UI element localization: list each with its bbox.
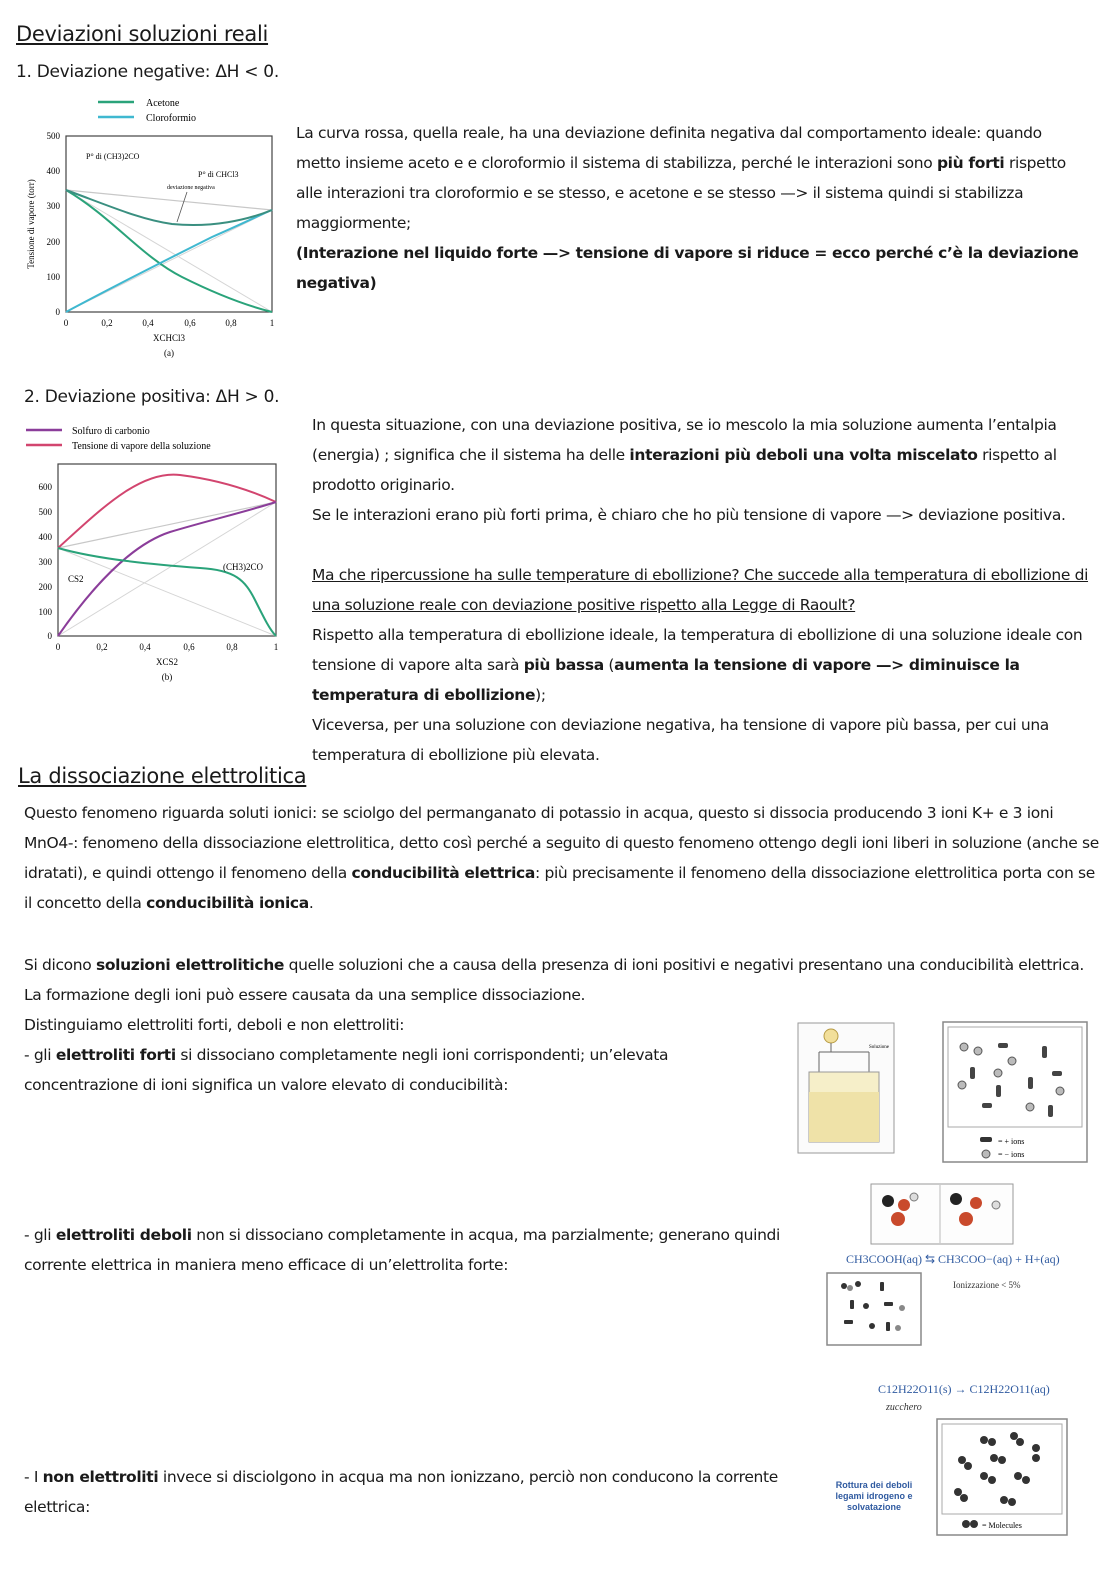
legend-cs2: Solfuro di carbonio bbox=[72, 426, 150, 437]
paragraph-weak-electrolytes: - gli elettroliti deboli non si dissociano completamente in acqua, ma parzialmente; generano quindi corrente elettrica in maniera meno efficace di un’elettrolita forte: bbox=[24, 1226, 781, 1274]
y-tick: 0 bbox=[47, 631, 52, 641]
heading-negative-deviation: 1. Deviazione negative: ΔH < 0. bbox=[16, 62, 279, 82]
y-tick: 300 bbox=[46, 201, 60, 211]
ionization-label: Ionizzazione < 5% bbox=[953, 1280, 1021, 1290]
y-tick: 400 bbox=[38, 532, 52, 542]
section-title-dissociazione: La dissociazione elettrolitica bbox=[18, 764, 307, 788]
x-tick: 0,4 bbox=[142, 318, 154, 328]
annotation: deviazione negativa bbox=[167, 185, 215, 191]
bulb-icon bbox=[824, 1029, 838, 1043]
label-chloroform-pure: P° di CHCl3 bbox=[198, 170, 239, 179]
paragraph-non-electrolytes: - I non elettroliti invece si disciolgono in acqua ma non ionizzano, perciò non conducono la corrente elettrica: bbox=[24, 1468, 778, 1516]
x-tick: 0,8 bbox=[226, 642, 238, 652]
weak-ions-diagram bbox=[826, 1272, 922, 1346]
legend-plus-ions: = + ions bbox=[998, 1137, 1025, 1146]
question-boiling: Ma che ripercussione ha sulle temperature di ebollizione? Che succede alla temperatura di ebollizione di una soluzione reale con deviazione positive rispetto alla Legge di Raoult? bbox=[312, 566, 1089, 614]
y-tick: 300 bbox=[38, 557, 52, 567]
chart-negative-deviation bbox=[22, 92, 284, 364]
strong-ions-diagram bbox=[942, 1021, 1088, 1163]
x-tick: 0 bbox=[63, 318, 69, 328]
legend-molecules: = Molecules bbox=[982, 1521, 1022, 1530]
sugar-label: zucchero bbox=[886, 1402, 922, 1413]
ideal-acetone-line bbox=[66, 190, 272, 312]
y-tick: 500 bbox=[46, 131, 60, 141]
legend-solution: Tensione di vapore della soluzione bbox=[72, 441, 211, 452]
y-tick: 600 bbox=[38, 482, 52, 492]
ideal-total-line bbox=[58, 502, 276, 548]
x-tick: 0,4 bbox=[139, 642, 151, 652]
y-tick: 200 bbox=[46, 237, 60, 247]
paragraph-strong-electrolytes: - gli elettroliti forti si dissociano completamente negli ioni corrispondenti; un’elevata concentrazione di ioni significa un valore elevato di conducibilità: bbox=[24, 1046, 669, 1094]
x-tick: 0,2 bbox=[101, 318, 113, 328]
chart-caption: (b) bbox=[161, 672, 173, 682]
label-acetone: (CH3)2CO bbox=[223, 562, 263, 572]
legend-cloroformio: Cloroformio bbox=[146, 113, 196, 124]
x-axis-label: XCS2 bbox=[155, 657, 179, 667]
y-tick: 100 bbox=[38, 607, 52, 617]
paragraph-negative: La curva rossa, quella reale, ha una deviazione definita negativa dal comportamento ideale: quando metto insieme aceto e e cloroformio il sistema di stabilizza, perché le interazioni sono più forti rispetto alle interazioni tra cloroformio e se stesso, e acetone e se stesso —> il sistema quindi si stabilizza maggiormente; (Interazione nel liquido forte —> tensione di vapore si riduce = ecco perché c’è la deviazione negativa) bbox=[296, 124, 1079, 292]
y-tick: 500 bbox=[38, 507, 52, 517]
paragraph-soluzioni-elettrolitiche: Si dicono soluzioni elettrolitiche quelle soluzioni che a causa della presenza di ioni positivi e negativi presentano una conducibilità elettrica. La formazione degli ioni può essere causata da una semplice dissociazione. Distinguiamo elettroliti forti, deboli e non elettroliti: bbox=[24, 956, 1084, 1034]
section-title-deviazioni: Deviazioni soluzioni reali bbox=[16, 22, 269, 46]
x-tick: 1 bbox=[269, 318, 275, 328]
chart-caption: (a) bbox=[164, 348, 174, 358]
legend-acetone: Acetone bbox=[146, 98, 180, 109]
y-tick: 200 bbox=[38, 582, 52, 592]
x-tick: 1 bbox=[273, 642, 279, 652]
paragraph-dissociazione: Questo fenomeno riguarda soluti ionici: se sciolgo del permanganato di potassio in acqua, questo si dissocia producendo 3 ioni K+ e 3 ioni MnO4-: fenomeno della dissociazione elettrolitica, detto così perché a seguito di questo fenomeno ottengo degli ioni liberi in soluzione (anche se idratati), e quindi ottengo il fenomeno della conducibilità elettrica: più precisamente il fenomeno della dissociazione elettrolitica porta con se il concetto della conducibilità ionica. bbox=[24, 804, 1099, 912]
x-tick: 0 bbox=[55, 642, 61, 652]
label-cs2: CS2 bbox=[68, 574, 84, 584]
label-acetone-pure: P° di (CH3)2CO bbox=[86, 152, 140, 161]
legend-minus-ions: = − ions bbox=[998, 1150, 1025, 1159]
molecules-diagram bbox=[936, 1418, 1068, 1536]
rottura-label: Rottura dei deboli legami idrogeno e solvatazione bbox=[835, 1480, 913, 1512]
heading-positive-deviation: 2. Deviazione positiva: ΔH > 0. bbox=[24, 387, 280, 407]
x-axis-label: XCHCl3 bbox=[152, 333, 186, 343]
y-tick: 100 bbox=[46, 272, 60, 282]
x-tick: 0,8 bbox=[225, 318, 237, 328]
acetic-acid-molecules bbox=[870, 1183, 1014, 1245]
acetic-acid-equation: CH3COOH(aq) ⇆ CH3COO−(aq) + H+(aq) bbox=[846, 1252, 1060, 1266]
x-tick: 0,6 bbox=[184, 318, 196, 328]
y-axis-label: Tensione di vapore (torr) bbox=[26, 179, 36, 269]
x-tick: 0,6 bbox=[183, 642, 195, 652]
ideal-total-line bbox=[66, 190, 272, 210]
beaker-illustration bbox=[797, 1022, 895, 1154]
beaker-label: Soluzione bbox=[869, 1045, 889, 1050]
sugar-equation: C12H22O11(s) → C12H22O11(aq) bbox=[878, 1382, 1050, 1396]
x-tick: 0,2 bbox=[96, 642, 108, 652]
y-tick: 400 bbox=[46, 166, 60, 176]
y-tick: 0 bbox=[55, 307, 60, 317]
chart-positive-deviation bbox=[20, 420, 290, 690]
paragraph-positive: In questa situazione, con una deviazione positiva, se io mescolo la mia soluzione aumenta l’entalpia (energia) ; significa che il sistema ha delle interazioni più deboli una volta miscelato rispetto al prodotto originario. Se le interazioni erano più forti prima, è chiaro che ho più tensione di vapore —> deviazione positiva. Ma che ripercussione ha sulle temperature di ebollizione? Che succede alla temperatura di ebollizione di una soluzione reale con deviazione positive rispetto alla Legge di Raoult? Rispetto alla temperatura di ebollizione ideale, la temperatura di ebollizione di una soluzione ideale con tensione di vapore alta sarà più bassa (aumenta la tensione di vapore —> diminuisce la temperatura di ebollizione); Viceversa, per una soluzione con deviazione negativa, ha tensione di vapore più bassa, per cui una temperatura di ebollizione più elevata. bbox=[312, 416, 1089, 764]
